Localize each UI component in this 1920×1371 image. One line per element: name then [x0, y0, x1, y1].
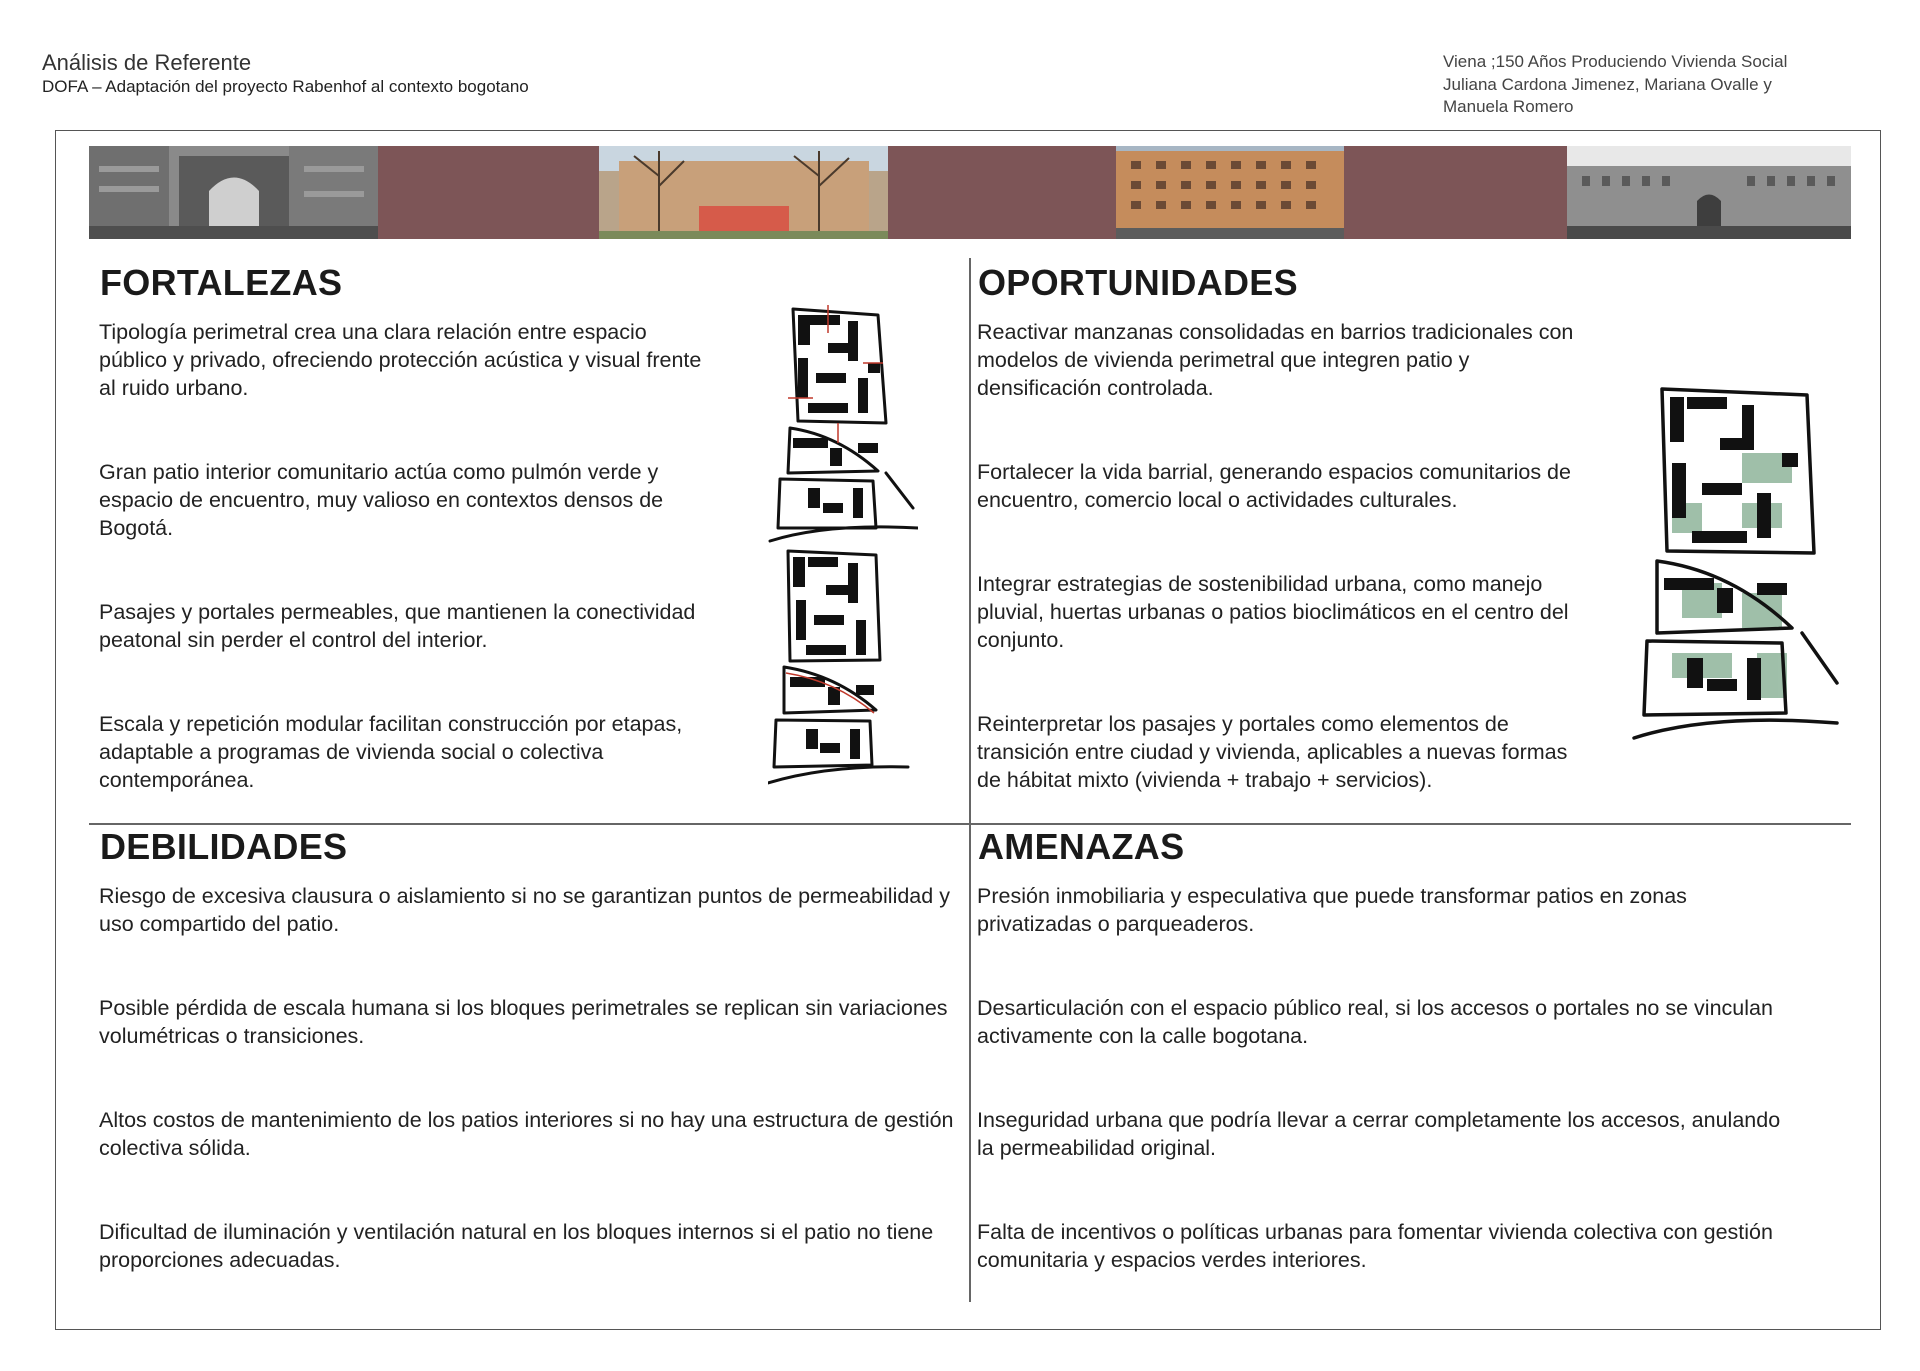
photo-banner: [89, 146, 1851, 239]
oportunidad-item-3: Integrar estrategias de sostenibilidad urbana, como manejo pluvial, huertas urbanas o patios bioclimáticos en el centro del conjunto.: [977, 572, 1569, 652]
fortaleza-item-3: Pasajes y portales permeables, que mantienen la conectividad peatonal sin perder el control del interior.: [99, 600, 696, 652]
fortalezas-title: FORTALEZAS: [100, 262, 343, 303]
debilidad-item-3: Altos costos de mantenimiento de los patios interiores si no hay una estructura de gestión colectiva sólida.: [99, 1108, 954, 1160]
fortaleza-item-2: Gran patio interior comunitario actúa como pulmón verde y espacio de encuentro, muy valioso en contextos densos de Bogotá.: [99, 460, 664, 540]
amenazas-title: AMENAZAS: [978, 826, 1185, 867]
photo-facade-street: [1116, 146, 1344, 239]
header-left: [42, 50, 529, 98]
page-subtitle: DOFA – Adaptación del proyecto Rabenhof al contexto bogotano: [42, 77, 529, 96]
fortaleza-item-1: Tipología perimetral crea una clara relación entre espacio público y privado, ofreciendo protección acústica y visual frente al ruido urbano.: [99, 320, 702, 400]
site-plan-sketch-1: [768, 303, 918, 543]
amenaza-item-3: Inseguridad urbana que podría llevar a cerrar completamente los accesos, anulando la permeabilidad original.: [977, 1108, 1781, 1160]
photo-gateway-bw: [89, 146, 378, 239]
header-right: [1443, 51, 1863, 119]
amenaza-item-1: Presión inmobiliaria y especulativa que puede transformar patios en zonas privatizadas o parqueaderos.: [977, 884, 1687, 936]
debilidad-item-2: Posible pérdida de escala humana si los bloques perimetrales se replican sin variaciones volumétricas o transiciones.: [99, 996, 948, 1048]
photo-courtyard-trees: [599, 146, 888, 239]
site-plan-sketch-2: [768, 545, 918, 785]
authors-line-2: Manuela Romero: [1443, 97, 1574, 116]
oportunidades-title: OPORTUNIDADES: [978, 262, 1298, 303]
horizontal-divider: [89, 823, 1851, 825]
oportunidad-item-1: Reactivar manzanas consolidadas en barrios tradicionales con modelos de vivienda perimetral que integren patio y densificación controlada.: [977, 320, 1574, 400]
page-title: Análisis de Referente: [42, 50, 252, 75]
debilidad-item-1: Riesgo de excesiva clausura o aislamiento si no se garantizan puntos de permeabilidad y uso compartido del patio.: [99, 884, 950, 936]
photo-complex-bw: [1567, 146, 1851, 239]
debilidad-item-4: Dificultad de iluminación y ventilación natural en los bloques internos si el patio no tiene proporciones adecuadas.: [99, 1220, 934, 1272]
vertical-divider: [969, 258, 971, 1302]
oportunidad-item-2: Fortalecer la vida barrial, generando espacios comunitarios de encuentro, comercio local o actividades culturales.: [977, 460, 1571, 512]
authors-line-1: Juliana Cardona Jimenez, Mariana Ovalle y: [1443, 74, 1772, 94]
amenaza-item-4: Falta de incentivos o políticas urbanas para fomentar vivienda colectiva con gestión comunitaria y espacios verdes interiores.: [977, 1220, 1773, 1272]
fortaleza-item-4: Escala y repetición modular facilitan construcción por etapas, adaptable a programas de vivienda social o colectiva contemporánea.: [99, 712, 683, 792]
debilidades-title: DEBILIDADES: [100, 826, 348, 867]
amenaza-item-2: Desarticulación con el espacio público real, si los accesos o portales no se vinculan activamente con la calle bogotana.: [977, 996, 1773, 1048]
project-title: Viena ;150 Años Produciendo Vivienda Social: [1443, 52, 1788, 71]
site-plan-sketch-3: [1632, 383, 1842, 743]
oportunidad-item-4: Reinterpretar los pasajes y portales como elementos de transición entre ciudad y vivienda, aplicables a nuevas formas de hábitat mixto (vivienda + trabajo + servicios).: [977, 712, 1568, 792]
